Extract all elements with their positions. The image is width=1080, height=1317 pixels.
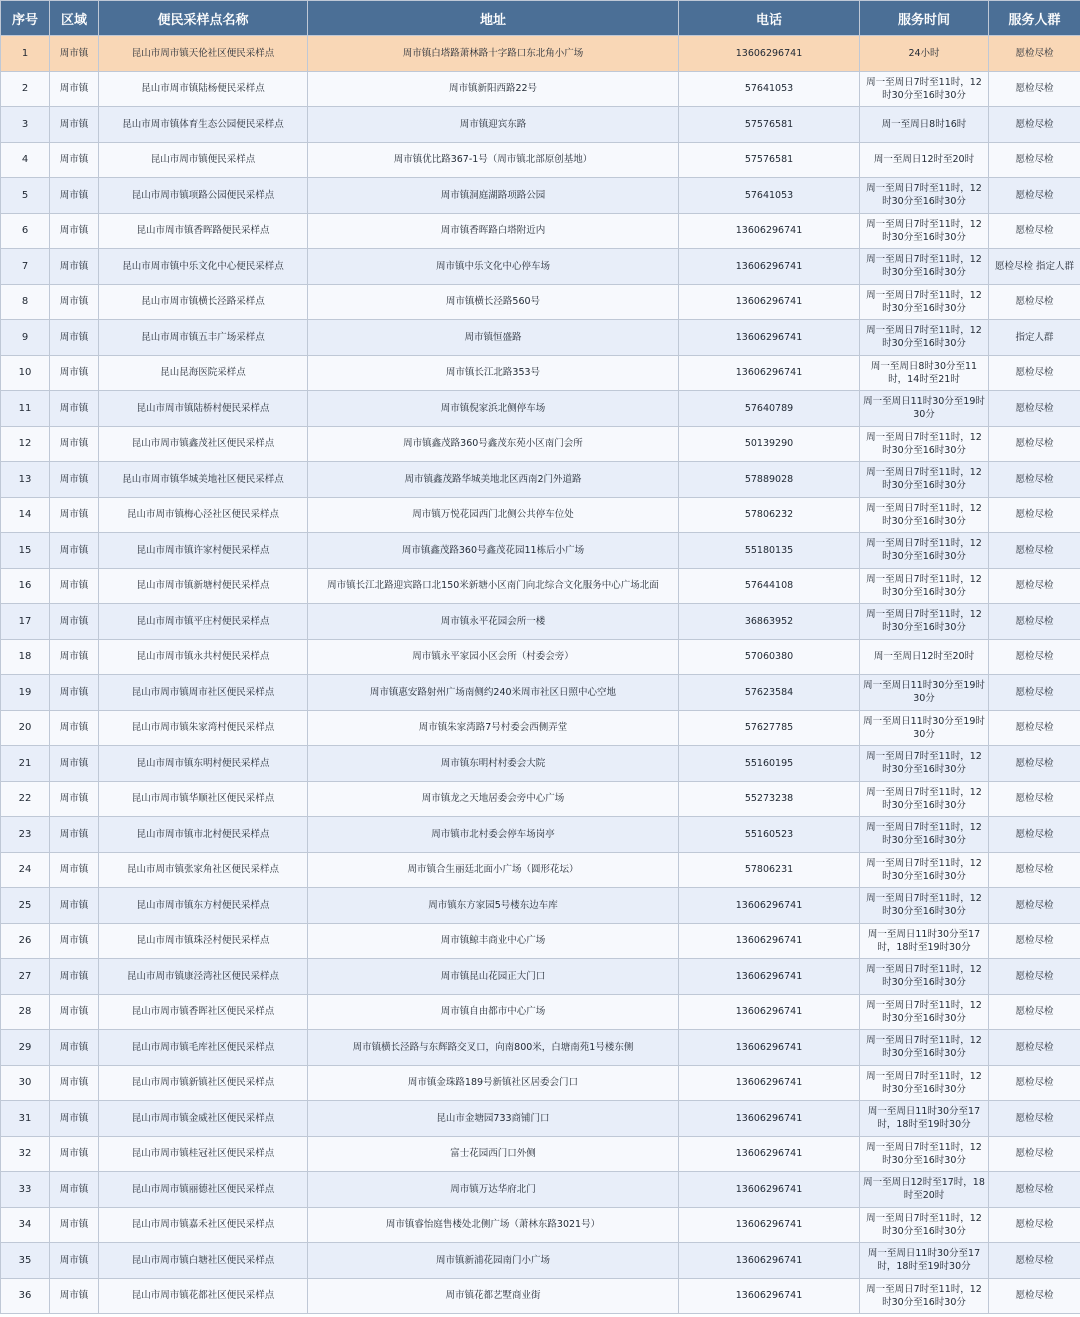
table-row: [1, 746, 1080, 782]
cell-region: 周市镇: [50, 852, 99, 888]
cell-site-name: 昆山市周市镇便民采样点: [99, 142, 308, 178]
cell-region: 周市镇: [50, 426, 99, 462]
table-row: [1, 320, 1080, 356]
cell-address: 周市镇龙之天地居委会旁中心广场: [308, 781, 679, 817]
cell-site-name: 昆山市周市镇丽德社区便民采样点: [99, 1172, 308, 1208]
cell-site-name: 昆山市周市镇市北村便民采样点: [99, 817, 308, 853]
cell-service-hours: 周一至周日7时至11时，12时30分至16时30分: [860, 959, 989, 995]
cell-phone: 13606296741: [679, 36, 860, 72]
cell-index: 12: [1, 426, 50, 462]
table-row: [1, 1101, 1080, 1137]
cell-site-name: 昆山市周市镇梅心泾社区便民采样点: [99, 497, 308, 533]
table-row: [1, 1172, 1080, 1208]
table-row: [1, 710, 1080, 746]
cell-phone: 57641053: [679, 178, 860, 214]
cell-site-name: 昆山昆海医院采样点: [99, 355, 308, 391]
cell-address: 周市镇新浦花园南门小广场: [308, 1243, 679, 1279]
cell-phone: 13606296741: [679, 994, 860, 1030]
cell-address: 周市镇白塔路萧林路十字路口东北角小广场: [308, 36, 679, 72]
cell-phone: 57889028: [679, 462, 860, 498]
table-row: [1, 213, 1080, 249]
cell-phone: 13606296741: [679, 1065, 860, 1101]
table-row: [1, 994, 1080, 1030]
cell-service-hours: 周一至周日11时30分至17时，18时至19时30分: [860, 1101, 989, 1137]
cell-index: 34: [1, 1207, 50, 1243]
cell-phone: 55160523: [679, 817, 860, 853]
table-row: [1, 284, 1080, 320]
header-phone: 电话: [679, 1, 860, 36]
cell-address: 昆山市金塘园733商铺门口: [308, 1101, 679, 1137]
cell-service-hours: 周一至周日12时至17时，18时至20时: [860, 1172, 989, 1208]
table-row: [1, 107, 1080, 143]
cell-phone: 57806232: [679, 497, 860, 533]
cell-phone: 57576581: [679, 107, 860, 143]
cell-index: 2: [1, 71, 50, 107]
cell-address: 周市镇横长泾路与东辉路交叉口，向南800米，白塘南苑1号楼东侧: [308, 1030, 679, 1066]
cell-address: 周市镇长江北路353号: [308, 355, 679, 391]
cell-address: 周市镇鲸丰商业中心广场: [308, 923, 679, 959]
cell-address: 周市镇鑫茂路360号鑫茂花园11栋后小广场: [308, 533, 679, 569]
cell-service-population: 愿检尽检: [989, 1207, 1080, 1243]
cell-service-hours: 周一至周日7时至11时，12时30分至16时30分: [860, 1065, 989, 1101]
cell-service-hours: 周一至周日7时至11时，12时30分至16时30分: [860, 533, 989, 569]
cell-region: 周市镇: [50, 746, 99, 782]
cell-address: 周市镇金珠路189号新镇社区居委会门口: [308, 1065, 679, 1101]
cell-site-name: 昆山市周市镇东方村便民采样点: [99, 888, 308, 924]
cell-phone: 36863952: [679, 604, 860, 640]
cell-service-hours: 周一至周日7时至11时，12时30分至16时30分: [860, 568, 989, 604]
cell-region: 周市镇: [50, 994, 99, 1030]
header-address: 地址: [308, 1, 679, 36]
table-row: [1, 426, 1080, 462]
cell-service-hours: 周一至周日11时30分至17时，18时至19时30分: [860, 923, 989, 959]
cell-service-hours: 周一至周日8时16时: [860, 107, 989, 143]
cell-phone: 13606296741: [679, 249, 860, 285]
cell-site-name: 昆山市周市镇五丰广场采样点: [99, 320, 308, 356]
table-row: [1, 675, 1080, 711]
table-row: [1, 71, 1080, 107]
cell-service-population: 愿检尽检: [989, 710, 1080, 746]
cell-phone: 13606296741: [679, 284, 860, 320]
cell-index: 16: [1, 568, 50, 604]
cell-index: 18: [1, 639, 50, 675]
cell-index: 10: [1, 355, 50, 391]
table-row: [1, 1278, 1080, 1314]
cell-site-name: 昆山市周市镇许家村便民采样点: [99, 533, 308, 569]
cell-index: 24: [1, 852, 50, 888]
cell-phone: 57576581: [679, 142, 860, 178]
cell-service-population: 愿检尽检: [989, 36, 1080, 72]
cell-address: 周市镇睿怡庭售楼处北侧广场（萧林东路3021号）: [308, 1207, 679, 1243]
cell-site-name: 昆山市周市镇永共村便民采样点: [99, 639, 308, 675]
cell-service-hours: 周一至周日11时30分至19时30分: [860, 391, 989, 427]
header-row: [1, 1, 1080, 36]
cell-service-population: 愿检尽检: [989, 284, 1080, 320]
table-row: [1, 1136, 1080, 1172]
cell-phone: 55180135: [679, 533, 860, 569]
cell-address: 周市镇市北村委会停车场岗亭: [308, 817, 679, 853]
cell-service-population: 愿检尽检: [989, 746, 1080, 782]
cell-service-population: 愿检尽检: [989, 1030, 1080, 1066]
cell-phone: 57623584: [679, 675, 860, 711]
cell-site-name: 昆山市周市镇香晖路便民采样点: [99, 213, 308, 249]
cell-site-name: 昆山市周市镇东明村便民采样点: [99, 746, 308, 782]
cell-site-name: 昆山市周市镇花都社区便民采样点: [99, 1278, 308, 1314]
cell-address: 周市镇自由都市中心广场: [308, 994, 679, 1030]
cell-address: 周市镇永平家园小区会所（村委会旁）: [308, 639, 679, 675]
cell-index: 13: [1, 462, 50, 498]
cell-index: 8: [1, 284, 50, 320]
cell-site-name: 昆山市周市镇天伦社区便民采样点: [99, 36, 308, 72]
cell-phone: 13606296741: [679, 1030, 860, 1066]
cell-site-name: 昆山市周市镇朱家湾村便民采样点: [99, 710, 308, 746]
cell-service-hours: 周一至周日12时至20时: [860, 639, 989, 675]
cell-service-hours: 周一至周日7时至11时，12时30分至16时30分: [860, 71, 989, 107]
cell-address: 周市镇万达华府北门: [308, 1172, 679, 1208]
cell-region: 周市镇: [50, 1207, 99, 1243]
table-row: [1, 852, 1080, 888]
cell-index: 14: [1, 497, 50, 533]
cell-region: 周市镇: [50, 391, 99, 427]
cell-service-population: 愿检尽检: [989, 533, 1080, 569]
cell-index: 23: [1, 817, 50, 853]
header-service-population: 服务人群: [989, 1, 1080, 36]
cell-service-population: 愿检尽检: [989, 142, 1080, 178]
cell-phone: 13606296741: [679, 1101, 860, 1137]
cell-service-population: 愿检尽检: [989, 426, 1080, 462]
cell-index: 30: [1, 1065, 50, 1101]
cell-service-hours: 周一至周日7时至11时，12时30分至16时30分: [860, 994, 989, 1030]
cell-phone: 13606296741: [679, 888, 860, 924]
cell-address: 周市镇香晖路白塔附近内: [308, 213, 679, 249]
cell-site-name: 昆山市周市镇华顺社区便民采样点: [99, 781, 308, 817]
cell-region: 周市镇: [50, 710, 99, 746]
table-row: [1, 497, 1080, 533]
table-row: [1, 249, 1080, 285]
cell-region: 周市镇: [50, 1243, 99, 1279]
cell-service-hours: 周一至周日7时至11时，12时30分至16时30分: [860, 746, 989, 782]
cell-region: 周市镇: [50, 1278, 99, 1314]
cell-address: 周市镇中乐文化中心停车场: [308, 249, 679, 285]
cell-service-population: 愿检尽检: [989, 497, 1080, 533]
cell-site-name: 昆山市周市镇珠泾村便民采样点: [99, 923, 308, 959]
cell-address: 周市镇花都艺墅商业街: [308, 1278, 679, 1314]
cell-address: 周市镇永平花园会所一楼: [308, 604, 679, 640]
cell-phone: 57641053: [679, 71, 860, 107]
cell-service-hours: 周一至周日7时至11时，12时30分至16时30分: [860, 249, 989, 285]
cell-site-name: 昆山市周市镇张家角社区便民采样点: [99, 852, 308, 888]
table-row: [1, 1207, 1080, 1243]
cell-region: 周市镇: [50, 923, 99, 959]
cell-service-hours: 周一至周日8时30分至11时，14时至21时: [860, 355, 989, 391]
cell-service-hours: 周一至周日7时至11时，12时30分至16时30分: [860, 1136, 989, 1172]
cell-phone: 55160195: [679, 746, 860, 782]
cell-service-population: 指定人群: [989, 320, 1080, 356]
cell-index: 17: [1, 604, 50, 640]
cell-service-hours: 周一至周日7时至11时，12时30分至16时30分: [860, 178, 989, 214]
cell-service-hours: 周一至周日7时至11时，12时30分至16时30分: [860, 888, 989, 924]
cell-region: 周市镇: [50, 1172, 99, 1208]
cell-region: 周市镇: [50, 888, 99, 924]
cell-phone: 13606296741: [679, 1172, 860, 1208]
cell-index: 1: [1, 36, 50, 72]
cell-region: 周市镇: [50, 639, 99, 675]
cell-phone: 13606296741: [679, 1243, 860, 1279]
cell-phone: 13606296741: [679, 923, 860, 959]
cell-address: 周市镇惠安路射州广场南侧约240米周市社区日照中心空地: [308, 675, 679, 711]
cell-service-hours: 周一至周日7时至11时，12时30分至16时30分: [860, 852, 989, 888]
table-row: [1, 959, 1080, 995]
cell-site-name: 昆山市周市镇毛库社区便民采样点: [99, 1030, 308, 1066]
cell-site-name: 昆山市周市镇陆杨便民采样点: [99, 71, 308, 107]
cell-region: 周市镇: [50, 462, 99, 498]
cell-phone: 57806231: [679, 852, 860, 888]
cell-region: 周市镇: [50, 284, 99, 320]
cell-region: 周市镇: [50, 1101, 99, 1137]
cell-service-population: 愿检尽检: [989, 568, 1080, 604]
cell-address: 周市镇恒盛路: [308, 320, 679, 356]
cell-index: 5: [1, 178, 50, 214]
cell-region: 周市镇: [50, 604, 99, 640]
table-row: [1, 142, 1080, 178]
table-row: [1, 604, 1080, 640]
cell-service-population: 愿检尽检: [989, 1065, 1080, 1101]
cell-address: 周市镇横长泾路560号: [308, 284, 679, 320]
table-row: [1, 817, 1080, 853]
cell-site-name: 昆山市周市镇桂冠社区便民采样点: [99, 1136, 308, 1172]
cell-site-name: 昆山市周市镇嘉禾社区便民采样点: [99, 1207, 308, 1243]
cell-service-population: 愿检尽检: [989, 71, 1080, 107]
cell-phone: 13606296741: [679, 1207, 860, 1243]
cell-site-name: 昆山市周市镇白塘社区便民采样点: [99, 1243, 308, 1279]
cell-service-population: 愿检尽检: [989, 639, 1080, 675]
cell-index: 28: [1, 994, 50, 1030]
cell-region: 周市镇: [50, 959, 99, 995]
cell-region: 周市镇: [50, 320, 99, 356]
cell-site-name: 昆山市周市镇金威社区便民采样点: [99, 1101, 308, 1137]
cell-index: 31: [1, 1101, 50, 1137]
cell-service-population: 愿检尽检: [989, 923, 1080, 959]
cell-site-name: 昆山市周市镇周市社区便民采样点: [99, 675, 308, 711]
cell-phone: 57627785: [679, 710, 860, 746]
cell-phone: 57640789: [679, 391, 860, 427]
cell-region: 周市镇: [50, 1065, 99, 1101]
cell-index: 4: [1, 142, 50, 178]
cell-service-population: 愿检尽检: [989, 213, 1080, 249]
cell-region: 周市镇: [50, 213, 99, 249]
cell-index: 9: [1, 320, 50, 356]
cell-service-hours: 周一至周日7时至11时，12时30分至16时30分: [860, 426, 989, 462]
cell-service-hours: 周一至周日7时至11时，12时30分至16时30分: [860, 604, 989, 640]
cell-service-population: 愿检尽检: [989, 675, 1080, 711]
cell-service-population: 愿检尽检: [989, 817, 1080, 853]
table-row: [1, 1065, 1080, 1101]
cell-service-population: 愿检尽检: [989, 852, 1080, 888]
cell-service-hours: 周一至周日7时至11时，12时30分至16时30分: [860, 284, 989, 320]
cell-site-name: 昆山市周市镇横长泾路采样点: [99, 284, 308, 320]
cell-region: 周市镇: [50, 1030, 99, 1066]
cell-address: 富士花园西门口外侧: [308, 1136, 679, 1172]
table-row: [1, 36, 1080, 72]
cell-region: 周市镇: [50, 817, 99, 853]
cell-service-hours: 周一至周日7时至11时，12时30分至16时30分: [860, 213, 989, 249]
cell-index: 19: [1, 675, 50, 711]
table-row: [1, 568, 1080, 604]
cell-service-population: 愿检尽检: [989, 355, 1080, 391]
cell-site-name: 昆山市周市镇中乐文化中心便民采样点: [99, 249, 308, 285]
cell-phone: 57644108: [679, 568, 860, 604]
cell-service-population: 愿检尽检: [989, 1172, 1080, 1208]
cell-service-population: 愿检尽检: [989, 781, 1080, 817]
cell-service-hours: 24小时: [860, 36, 989, 72]
cell-address: 周市镇新阳西路22号: [308, 71, 679, 107]
cell-region: 周市镇: [50, 36, 99, 72]
cell-index: 3: [1, 107, 50, 143]
cell-phone: 50139290: [679, 426, 860, 462]
cell-site-name: 昆山市周市镇平庄村便民采样点: [99, 604, 308, 640]
cell-service-hours: 周一至周日7时至11时，12时30分至16时30分: [860, 781, 989, 817]
cell-site-name: 昆山市周市镇鑫茂社区便民采样点: [99, 426, 308, 462]
cell-index: 22: [1, 781, 50, 817]
cell-phone: 55273238: [679, 781, 860, 817]
cell-service-hours: 周一至周日11时30分至19时30分: [860, 710, 989, 746]
cell-address: 周市镇洞庭湖路项路公园: [308, 178, 679, 214]
table-row: [1, 391, 1080, 427]
table-row: [1, 923, 1080, 959]
cell-phone: 57060380: [679, 639, 860, 675]
cell-index: 20: [1, 710, 50, 746]
cell-service-population: 愿检尽检: [989, 994, 1080, 1030]
cell-region: 周市镇: [50, 71, 99, 107]
header-region: 区域: [50, 1, 99, 36]
cell-phone: 13606296741: [679, 213, 860, 249]
cell-service-population: 愿检尽检 指定人群: [989, 249, 1080, 285]
cell-index: 36: [1, 1278, 50, 1314]
cell-site-name: 昆山市周市镇体育生态公园便民采样点: [99, 107, 308, 143]
cell-index: 32: [1, 1136, 50, 1172]
table-row: [1, 355, 1080, 391]
cell-service-hours: 周一至周日11时30分至19时30分: [860, 675, 989, 711]
table-row: [1, 1243, 1080, 1279]
header-site-name: 便民采样点名称: [99, 1, 308, 36]
header-service-hours: 服务时间: [860, 1, 989, 36]
cell-service-hours: 周一至周日7时至11时，12时30分至16时30分: [860, 497, 989, 533]
cell-address: 周市镇昆山花园正大门口: [308, 959, 679, 995]
table-body: [1, 36, 1080, 1314]
cell-phone: 13606296741: [679, 1278, 860, 1314]
cell-region: 周市镇: [50, 533, 99, 569]
cell-address: 周市镇迎宾东路: [308, 107, 679, 143]
cell-service-population: 愿检尽检: [989, 1278, 1080, 1314]
cell-region: 周市镇: [50, 178, 99, 214]
cell-service-population: 愿检尽检: [989, 959, 1080, 995]
cell-service-population: 愿检尽检: [989, 604, 1080, 640]
cell-address: 周市镇朱家湾路7号村委会西侧弄堂: [308, 710, 679, 746]
cell-service-population: 愿检尽检: [989, 391, 1080, 427]
cell-address: 周市镇倪家浜北侧停车场: [308, 391, 679, 427]
cell-index: 15: [1, 533, 50, 569]
cell-service-hours: 周一至周日7时至11时，12时30分至16时30分: [860, 462, 989, 498]
cell-region: 周市镇: [50, 675, 99, 711]
cell-phone: 13606296741: [679, 320, 860, 356]
cell-phone: 13606296741: [679, 355, 860, 391]
cell-site-name: 昆山市周市镇康泾湾社区便民采样点: [99, 959, 308, 995]
cell-service-population: 愿检尽检: [989, 462, 1080, 498]
cell-index: 7: [1, 249, 50, 285]
cell-index: 35: [1, 1243, 50, 1279]
cell-site-name: 昆山市周市镇华城美地社区便民采样点: [99, 462, 308, 498]
cell-site-name: 昆山市周市镇陆桥村便民采样点: [99, 391, 308, 427]
cell-service-population: 愿检尽检: [989, 888, 1080, 924]
table-row: [1, 462, 1080, 498]
cell-service-hours: 周一至周日12时至20时: [860, 142, 989, 178]
cell-region: 周市镇: [50, 107, 99, 143]
cell-service-population: 愿检尽检: [989, 1243, 1080, 1279]
table-row: [1, 781, 1080, 817]
cell-index: 21: [1, 746, 50, 782]
cell-service-hours: 周一至周日7时至11时，12时30分至16时30分: [860, 1207, 989, 1243]
cell-service-hours: 周一至周日7时至11时，12时30分至16时30分: [860, 320, 989, 356]
cell-service-population: 愿检尽检: [989, 107, 1080, 143]
cell-service-hours: 周一至周日7时至11时，12时30分至16时30分: [860, 1278, 989, 1314]
cell-service-hours: 周一至周日7时至11时，12时30分至16时30分: [860, 1030, 989, 1066]
cell-service-hours: 周一至周日11时30分至17时，18时至19时30分: [860, 1243, 989, 1279]
cell-phone: 13606296741: [679, 1136, 860, 1172]
cell-address: 周市镇东方家园5号楼东边车库: [308, 888, 679, 924]
cell-index: 29: [1, 1030, 50, 1066]
table-row: [1, 1030, 1080, 1066]
cell-address: 周市镇鑫茂路华城美地北区西南2门外道路: [308, 462, 679, 498]
cell-address: 周市镇合生丽廷北面小广场（圆形花坛）: [308, 852, 679, 888]
cell-index: 33: [1, 1172, 50, 1208]
cell-index: 27: [1, 959, 50, 995]
cell-service-population: 愿检尽检: [989, 1101, 1080, 1137]
cell-region: 周市镇: [50, 568, 99, 604]
table-row: [1, 178, 1080, 214]
cell-site-name: 昆山市周市镇香晖社区便民采样点: [99, 994, 308, 1030]
cell-service-population: 愿检尽检: [989, 1136, 1080, 1172]
cell-address: 周市镇万悦花园西门北侧公共停车位处: [308, 497, 679, 533]
cell-index: 25: [1, 888, 50, 924]
cell-region: 周市镇: [50, 249, 99, 285]
table-row: [1, 533, 1080, 569]
cell-index: 11: [1, 391, 50, 427]
cell-region: 周市镇: [50, 781, 99, 817]
table-row: [1, 888, 1080, 924]
cell-region: 周市镇: [50, 1136, 99, 1172]
cell-region: 周市镇: [50, 142, 99, 178]
cell-service-hours: 周一至周日7时至11时，12时30分至16时30分: [860, 817, 989, 853]
table-row: [1, 639, 1080, 675]
cell-service-population: 愿检尽检: [989, 178, 1080, 214]
cell-address: 周市镇鑫茂路360号鑫茂东苑小区南门会所: [308, 426, 679, 462]
cell-address: 周市镇东明村村委会大院: [308, 746, 679, 782]
header-index: 序号: [1, 1, 50, 36]
cell-region: 周市镇: [50, 355, 99, 391]
cell-address: 周市镇长江北路迎宾路口北150米新塘小区南门向北综合文化服务中心广场北面: [308, 568, 679, 604]
cell-index: 26: [1, 923, 50, 959]
cell-region: 周市镇: [50, 497, 99, 533]
cell-phone: 13606296741: [679, 959, 860, 995]
cell-site-name: 昆山市周市镇新镇社区便民采样点: [99, 1065, 308, 1101]
cell-index: 6: [1, 213, 50, 249]
cell-address: 周市镇优比路367-1号（周市镇北部原创基地）: [308, 142, 679, 178]
cell-site-name: 昆山市周市镇项路公园便民采样点: [99, 178, 308, 214]
cell-site-name: 昆山市周市镇新塘村便民采样点: [99, 568, 308, 604]
